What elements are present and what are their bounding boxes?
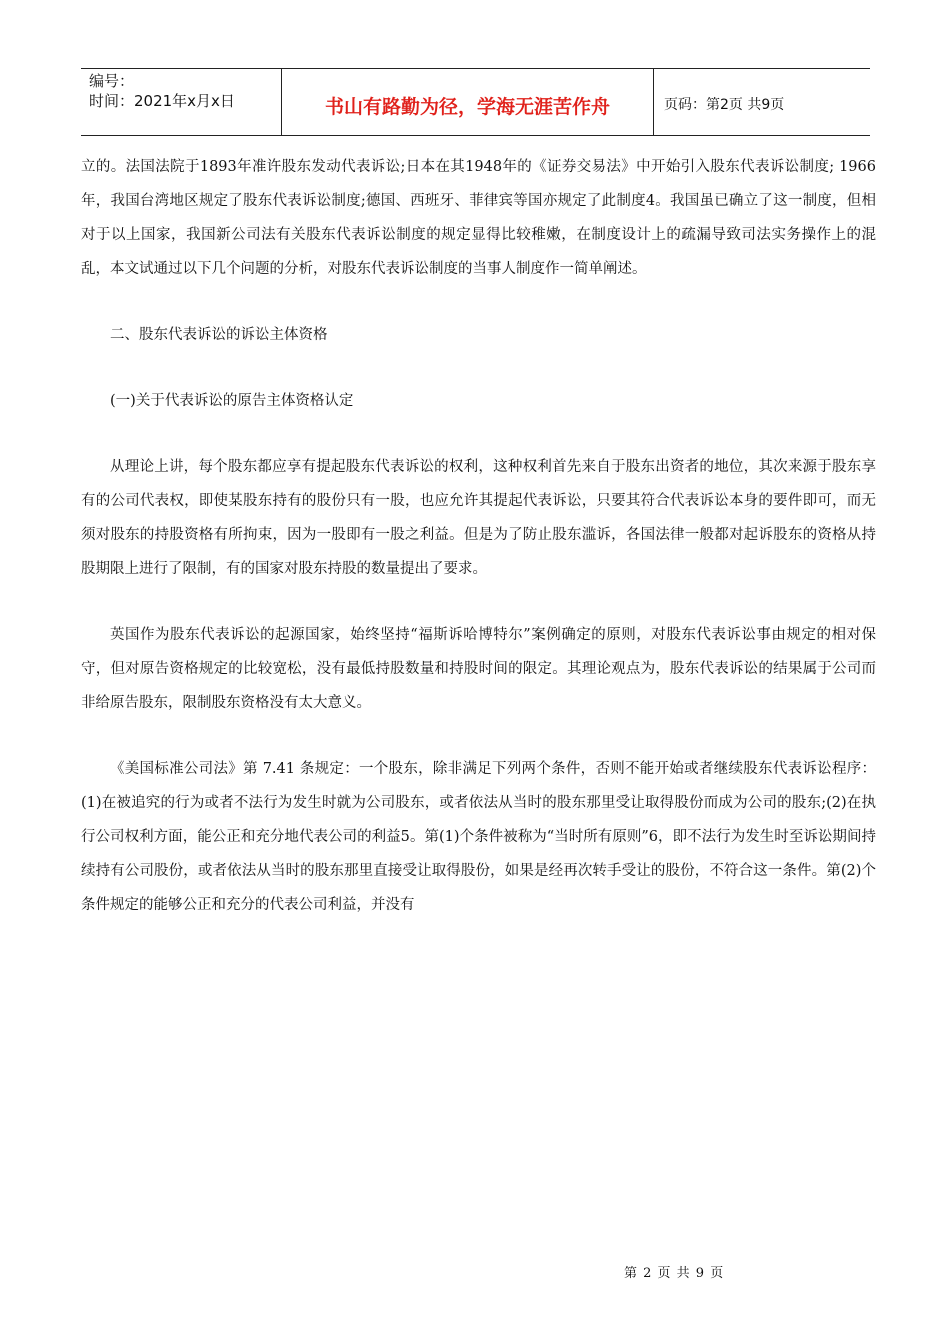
- subsection-heading-1: (一)关于代表诉讼的原告主体资格认定: [110, 393, 354, 409]
- header-date-label: 时间：2021年x月x日: [89, 92, 235, 110]
- paragraph-4: 《美国标准公司法》第 7.41 条规定：一个股东，除非满足下列两个条件，否则不能开始或者继续股东代表诉讼程序：(1)在被追究的行为或者不法行为发生时就为公司股东，或者依法从当时的股东那里受让取得股份而成为公司的股东;(2)在执行公司权利方面，能公正和充分地代表公司的利益5。第(1)个条件被称为“当时所有原则”6，即不法行为发生时至诉讼期间持续持有公司股份，或者依法从当时的股东那里直接受让取得股份，如果是经再次转手受让的股份，不符合这一条件。第(2)个条件规定的能够公正和充分的代表公司利益，并没有: [81, 761, 876, 913]
- page-footer: 第 2 页 共 9 页: [624, 1266, 725, 1281]
- paragraph-3: 英国作为股东代表诉讼的起源国家，始终坚持“福斯诉哈博特尔”案例确定的原则，对股东代表诉讼事由规定的相对保守，但对原告资格规定的比较宽松，没有最低持股数量和持股时间的限定。其理论观点为，股东代表诉讼的结果属于公司而非给原告股东，限制股东资格没有太大意义。: [81, 627, 876, 711]
- section-heading-2: 二、股东代表诉讼的诉讼主体资格: [110, 327, 328, 343]
- paragraph-1: 立的。法国法院于1893年准许股东发动代表诉讼;日本在其1948年的《证券交易法》中开始引入股东代表诉讼制度; 1966年，我国台湾地区规定了股东代表诉讼制度;德国、西班牙、菲律宾等国亦规定了此制度4。我国虽已确立了这一制度，但相对于以上国家，我国新公司法有关股东代表诉讼制度的规定显得比较稚嫩，在制度设计上的疏漏导致司法实务操作上的混乱，本文试通过以下几个问题的分析，对股东代表诉讼制度的当事人制度作一简单阐述。: [81, 159, 876, 277]
- header-motto: 书山有路勤为径，学海无涯苦作舟: [282, 69, 654, 135]
- header-page-info: 页码：第2页 共9页: [664, 97, 785, 113]
- document-header: [81, 68, 870, 136]
- paragraph-2: 从理论上讲，每个股东都应享有提起股东代表诉讼的权利，这种权利首先来自于股东出资者的地位，其次来源于股东享有的公司代表权，即使某股东持有的股份只有一股，也应允许其提起代表诉讼，只要其符合代表诉讼本身的要件即可，而无须对股东的持股资格有所拘束，因为一股即有一股之利益。但是为了防止股东滥诉，各国法律一般都对起诉股东的资格从持股期限上进行了限制，有的国家对股东持股的数量提出了要求。: [81, 459, 876, 577]
- header-number-label: 编号：: [89, 72, 135, 90]
- document-body: [81, 150, 876, 922]
- header-meta-cell: [81, 69, 282, 135]
